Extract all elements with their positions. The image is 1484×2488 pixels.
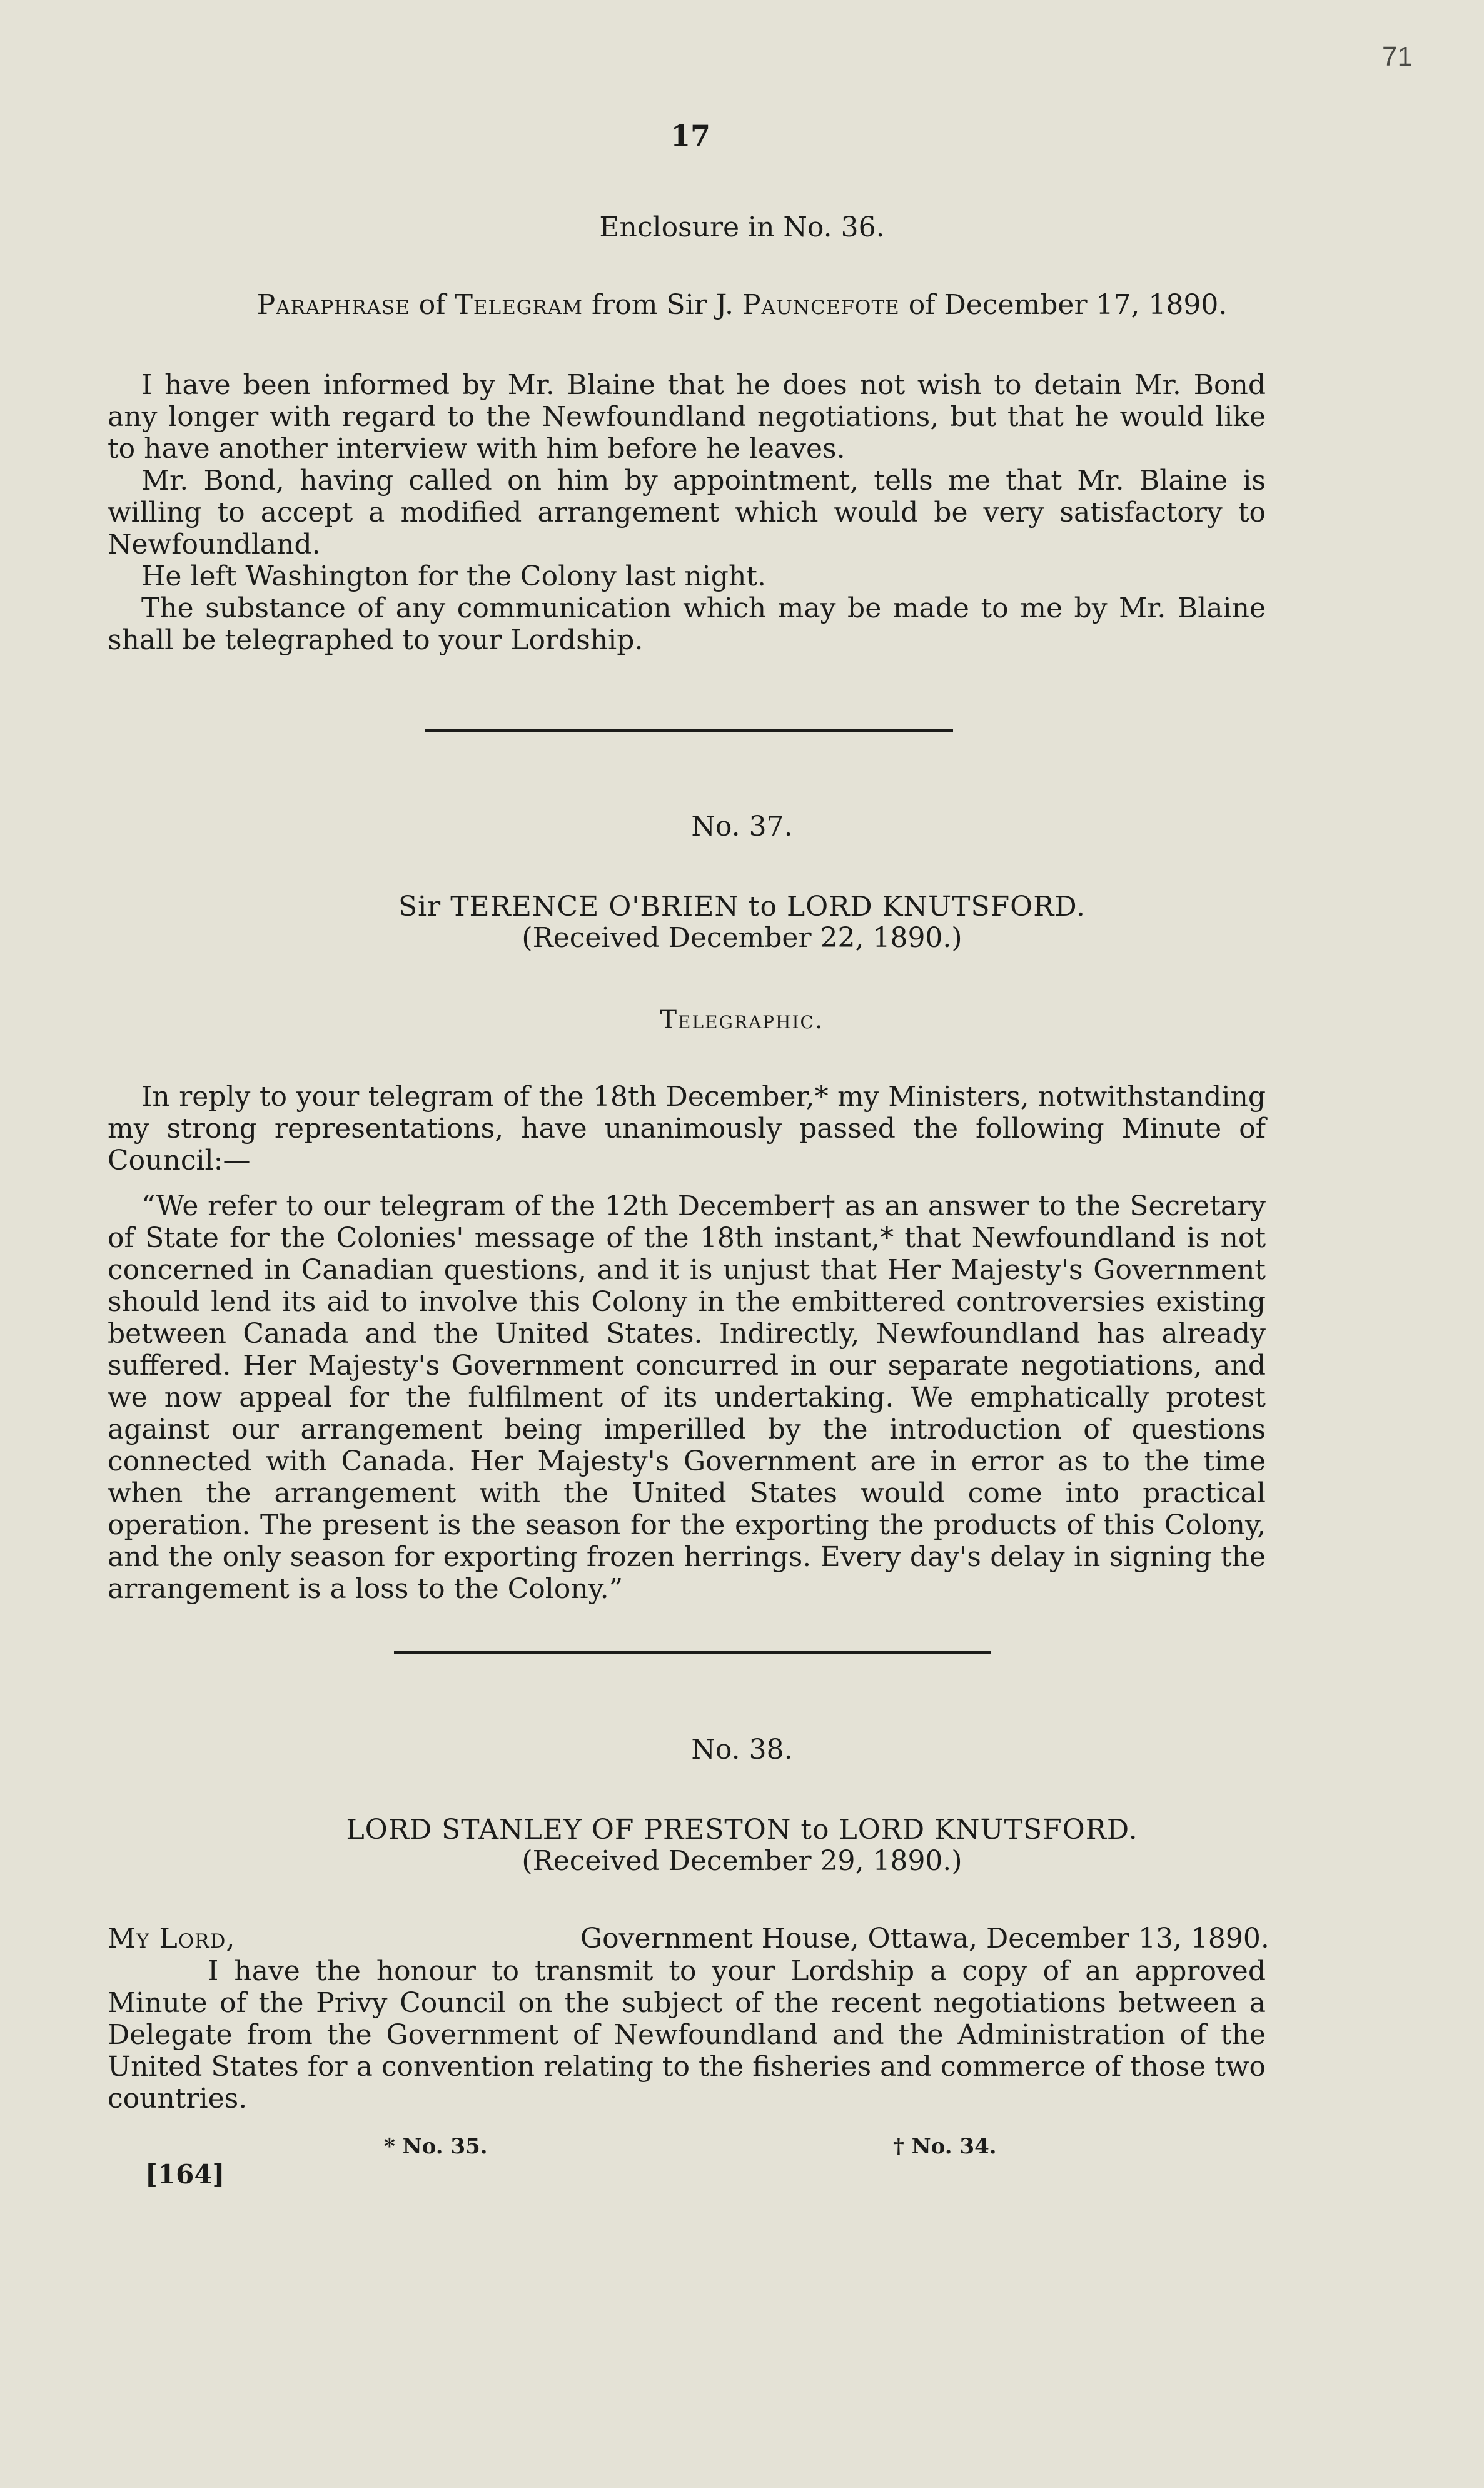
no37-intro: In reply to your telegram of the 18th December,* my Ministers, notwithstanding my strong representations, have unanimously passed the following Minute of Council:— <box>108 1081 1266 1176</box>
footnote-1: * No. 35. <box>384 2134 488 2159</box>
no37-body <box>108 1081 1266 1605</box>
archive-page-number: 71 <box>1382 41 1413 72</box>
paraphrase-heading <box>0 289 1484 321</box>
no38-salutation: My Lord, <box>108 1923 236 1954</box>
paraphrase-telegram: Telegram <box>454 289 583 321</box>
folio-number: 17 <box>670 119 711 153</box>
enclosure-paragraph: I have been informed by Mr. Blaine that he does not wish to detain Mr. Bond any longer with regard to the Newfoundland negotiations, but that he would like to have another interview with him before he leaves. <box>108 369 1266 465</box>
section-divider <box>425 729 953 732</box>
footnote-2: † No. 34. <box>893 2134 997 2159</box>
no38-address: Government House, Ottawa, December 13, 1890. <box>580 1923 1269 1954</box>
no38-number: No. 38. <box>691 1734 793 1766</box>
enclosure-heading: Enclosure in No. 36. <box>599 211 885 243</box>
no38-names: LORD STANLEY OF PRESTON to LORD KNUTSFORD. <box>346 1814 1138 1846</box>
no37-number: No. 37. <box>691 811 793 842</box>
enclosure-body <box>108 369 1266 656</box>
paraphrase-end: of December 17, 1890. <box>899 289 1228 321</box>
enclosure-paragraph: Mr. Bond, having called on him by appointment, tells me that Mr. Blaine is willing to accept a modified arrangement which would be very satisfactory to Newfoundland. <box>108 465 1266 560</box>
no37-received: (Received December 22, 1890.) <box>522 922 962 954</box>
printer-code: [164] <box>145 2159 225 2190</box>
enclosure-paragraph: He left Washington for the Colony last night. <box>141 560 766 592</box>
no38-paragraph: I have the honour to transmit to your Lordship a copy of an approved Minute of the Privy Council on the subject of the recent negotiations between a Delegate from the Government of Newfoundland and the Administration of the United States for a convention relating to the fisheries and commerce of those two countries. <box>108 1955 1266 2115</box>
paraphrase-mid2: from Sir J. <box>583 289 742 321</box>
no38-received: (Received December 29, 1890.) <box>522 1845 962 1877</box>
no37-telegraphic: Telegraphic. <box>660 1006 824 1034</box>
enclosure-paragraph: The substance of any communication which may be made to me by Mr. Blaine shall be telegraphed to your Lordship. <box>108 592 1266 656</box>
no37-names: Sir TERENCE O'BRIEN to LORD KNUTSFORD. <box>398 891 1086 923</box>
paraphrase-name: Pauncefote <box>742 289 900 321</box>
section-divider <box>394 1651 991 1654</box>
no38-body <box>108 1955 1266 2115</box>
no37-quote: “We refer to our telegram of the 12th December† as an answer to the Secretary of State for the Colonies' message of the 18th instant,* that Newfoundland is not concerned in Canadian questions, and it is unjust that Her Majesty's Government should lend its aid to involve this Colony in the embittered controversies existing between Canada and the United States. Indirectly, Newfoundland has already suffered. Her Majesty's Government concurred in our separate negotiations, and we now appeal for the fulfilment of its undertaking. We emphatically protest against our arrangement being imperilled by the introduction of questions connected with Canada. Her Majesty's Government are in error as to the time when the arrangement with the United States would come into practical operation. The present is the season for the exporting the products of this Colony, and the only season for exporting frozen herrings. Every day's delay in signing the arrangement is a loss to the Colony.” <box>108 1190 1266 1605</box>
paraphrase-mid1: of <box>410 289 455 321</box>
paraphrase-lead: Paraphrase <box>256 289 410 321</box>
